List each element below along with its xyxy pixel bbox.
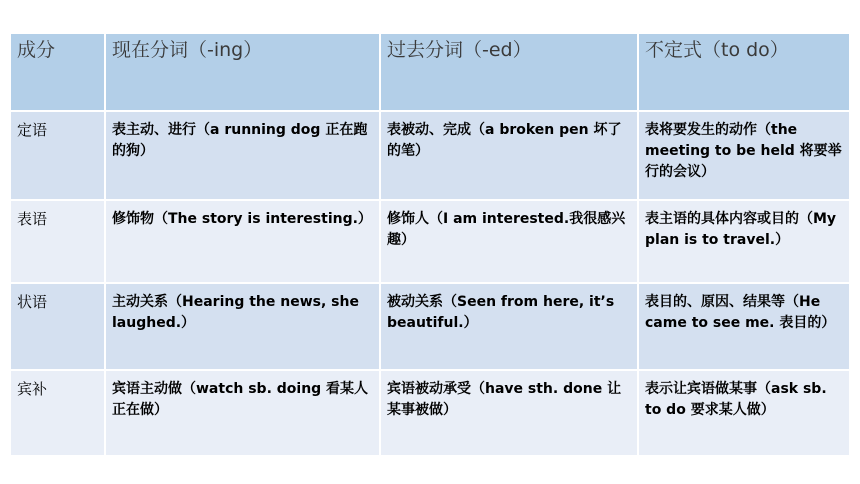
table-row-predicative bbox=[11, 201, 849, 284]
row-label: 宾补 bbox=[11, 371, 106, 457]
table-row-object-complement bbox=[11, 371, 849, 457]
table-cell: 表示让宾语做某事（ask sb. to do 要求某人做） bbox=[639, 371, 849, 457]
table-cell: 修饰物（The story is interesting.） bbox=[106, 201, 381, 284]
table-cell: 宾语被动承受（have sth. done 让某事被做） bbox=[381, 371, 639, 457]
table-cell: 表将要发生的动作（the meeting to be held 将要举行的会议） bbox=[639, 112, 849, 201]
header-row bbox=[11, 34, 849, 112]
header-cell-present-participle: 现在分词（-ing） bbox=[106, 34, 381, 112]
table-cell: 表主语的具体内容或目的（My plan is to travel.） bbox=[639, 201, 849, 284]
table-cell: 被动关系（Seen from here, it’s beautiful.） bbox=[381, 284, 639, 371]
header-cell-component: 成分 bbox=[11, 34, 106, 112]
header-cell-past-participle: 过去分词（-ed） bbox=[381, 34, 639, 112]
table-cell: 修饰人（I am interested.我很感兴趣） bbox=[381, 201, 639, 284]
table-cell: 表目的、原因、结果等（He came to see me. 表目的） bbox=[639, 284, 849, 371]
row-label: 表语 bbox=[11, 201, 106, 284]
table-cell: 宾语主动做（watch sb. doing 看某人正在做） bbox=[106, 371, 381, 457]
table-cell: 表被动、完成（a broken pen 坏了的笔） bbox=[381, 112, 639, 201]
row-label: 状语 bbox=[11, 284, 106, 371]
table-row-attribute bbox=[11, 112, 849, 201]
table-row-adverbial bbox=[11, 284, 849, 371]
table-cell: 表主动、进行（a running dog 正在跑的狗） bbox=[106, 112, 381, 201]
row-label: 定语 bbox=[11, 112, 106, 201]
header-cell-infinitive: 不定式（to do） bbox=[639, 34, 849, 112]
grammar-table bbox=[11, 34, 849, 457]
table-cell: 主动关系（Hearing the news, she laughed.） bbox=[106, 284, 381, 371]
